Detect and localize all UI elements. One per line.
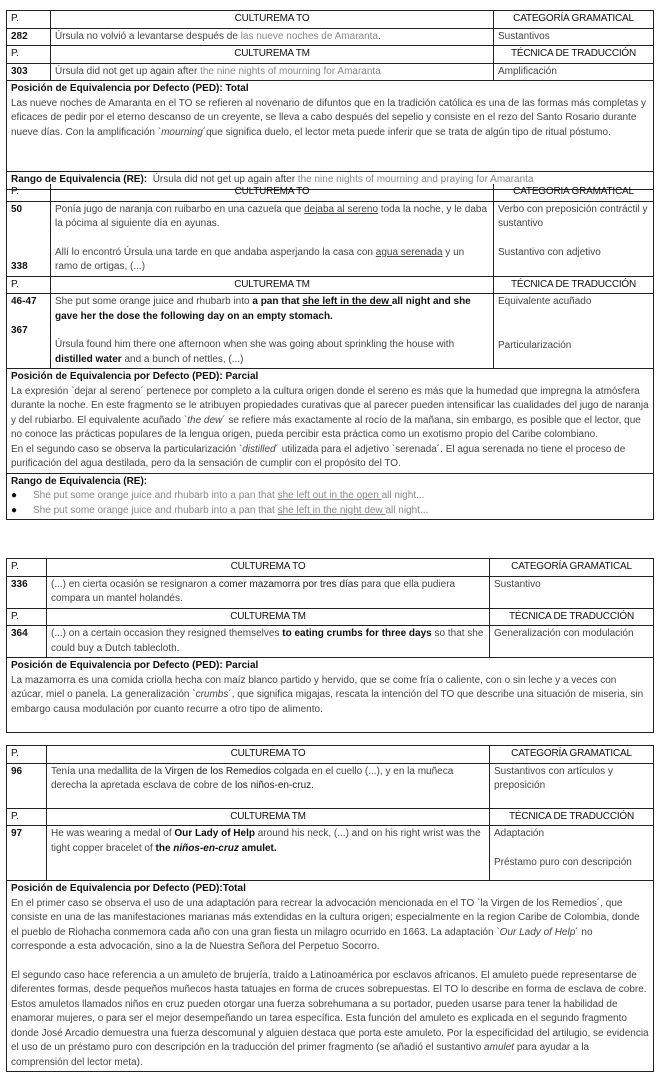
- text-segment: ´ no corresponde a esta advocación, sino a la de Nuestra Señora del Perpetuo Socorro.: [11, 926, 593, 952]
- text-segment: He was wearing a medal of: [51, 828, 175, 839]
- text-segment: so that she could buy a Dutch tablecloth.: [51, 628, 484, 654]
- header-p: P.: [7, 184, 51, 201]
- table-row: [7, 826, 654, 881]
- ped-title: [11, 82, 649, 97]
- text-segment: (...) en cierta ocasión se resignaron a: [51, 578, 219, 590]
- italic-term: the dew: [187, 414, 223, 426]
- categoria-value: Verbo con preposición contráctil y sustantivo: [498, 203, 648, 229]
- italic-term: crumbs: [195, 689, 229, 700]
- culturema-to-text: [51, 28, 494, 46]
- text-segment: ´ se refiere más exactamente al rocío de la mañana, sin embargo, es posible que el lector, que no conoce las prácticas populares de la lengua origen, pueda percibir esta práctica como un exotismo propio del Caribe colombiano.: [11, 414, 641, 440]
- highlighted-culturema: the nine nights of mourning and praying for Amaranta: [297, 174, 534, 185]
- text-line: [55, 338, 489, 367]
- text-segment: all night...: [381, 490, 425, 501]
- culturema-block-3: [6, 558, 654, 733]
- culturema-table-1: [6, 10, 654, 190]
- culturema-tm-text: [51, 294, 494, 369]
- text-segment: colgada en el cuello (...), y en la muñeca derecha la apretada esclava de cobre de: [51, 765, 454, 791]
- header-culturema-tm: CULTUREMA TM: [47, 608, 490, 626]
- ped-text: [11, 674, 649, 718]
- bold-culturema: amulet.: [238, 842, 277, 854]
- page-number: 303: [7, 63, 51, 81]
- text-segment: (...) on a certain occasion they resigned themselves: [51, 628, 283, 639]
- tecnica-value: Generalización con modulación: [490, 626, 654, 658]
- ped-cell: [7, 81, 654, 172]
- ped-title: [11, 659, 649, 674]
- ped-text: [11, 385, 649, 443]
- tecnica-value: Préstamo puro con descripción: [494, 856, 632, 868]
- underlined-culturema: she left in the dew: [302, 296, 392, 307]
- tecnica-value: Amplificación: [494, 63, 654, 81]
- text-segment: around his neck, (...) and on his right wrist was the tight copper bracelet of: [51, 828, 481, 854]
- text-segment: She put some orange juice and rhubarb into a pan that: [33, 490, 278, 501]
- header-categoria: CATEGORÍA GRAMATICAL: [490, 746, 654, 764]
- page-number: 367: [11, 324, 28, 336]
- ped-value: Parcial: [225, 371, 259, 382]
- header-culturema-to: CULTUREMA TO: [51, 11, 494, 29]
- ped-row: [7, 369, 654, 474]
- header-categoria: CATEGORIA GRAMATICAL: [494, 184, 654, 201]
- header-p: P.: [7, 11, 51, 29]
- ped-label: Posición de Equivalencia por Defecto (PED):: [11, 83, 223, 94]
- text-segment: Ponía jugo de naranja con ruibarbo en una cazuela que: [55, 203, 305, 215]
- bold-culturema: los niños-en-cruz: [235, 780, 312, 791]
- text-segment: para ayudar a la comprensión del lector meta).: [11, 1042, 590, 1068]
- bold-culturema: the: [155, 842, 174, 854]
- text-segment: En el primer caso se observa el uso de una adaptación para recrear la advocación mencionada en el TO `la Virgen de los Remedios´, que consiste en una de las manifestaciones marianas más extendidas en la cultura origen; especialmente en la region Caribe de Colombia, donde el pueblo de Riohacha conmemora cada año con una gran fiesta un milagro ocurrido en 1663. La adaptación `: [11, 897, 640, 938]
- header-culturema-to: CULTUREMA TO: [47, 559, 490, 577]
- text-segment: En el segundo caso se observa la particularización `: [11, 443, 243, 455]
- ped-cell: [7, 881, 654, 1072]
- header-p: P.: [7, 808, 47, 826]
- re-row: [7, 473, 654, 520]
- header-p: P.: [7, 46, 51, 64]
- header-culturema-to: CULTUREMA TO: [51, 184, 494, 201]
- text-segment: para que ella pudiera compara un mantel holandés.: [51, 578, 456, 604]
- list-item: [11, 489, 649, 504]
- text-segment: y un ramo de ortigas, (...): [55, 246, 465, 272]
- header-row-to: [7, 559, 654, 577]
- categoria-values: [494, 201, 654, 276]
- culturema-block-4: [6, 745, 654, 1072]
- header-tecnica: TÉCNICA DE TRADUCCIÓN: [494, 46, 654, 64]
- underlined-culturema: agua serenada: [375, 246, 443, 258]
- page-number: 46-47: [11, 296, 37, 307]
- ped-text: [11, 897, 649, 955]
- header-categoria: CATEGORÍA GRAMATICAL: [494, 11, 654, 29]
- text-segment: .: [378, 30, 381, 42]
- page-number: 336: [7, 576, 47, 608]
- culturema-tm-text: [47, 826, 490, 881]
- header-culturema-tm: CULTUREMA TM: [47, 808, 490, 826]
- header-culturema-to: CULTUREMA TO: [47, 746, 490, 764]
- underlined-culturema: she left out in the open: [277, 490, 382, 501]
- bold-culturema: a pan that: [252, 296, 303, 307]
- header-p: P.: [7, 276, 51, 294]
- tecnica-value: Adaptación: [494, 828, 545, 839]
- header-p: P.: [7, 746, 47, 764]
- page-number: 97: [7, 826, 47, 881]
- text-line: [55, 295, 489, 324]
- ped-value: Parcial: [225, 660, 259, 671]
- ped-cell: [7, 658, 654, 733]
- header-culturema-tm: CULTUREMA TM: [51, 276, 494, 294]
- culturema-block-2: [6, 184, 654, 520]
- tecnica-values: [490, 826, 654, 881]
- re-cell: [7, 473, 654, 520]
- header-p: P.: [7, 559, 47, 577]
- page-number: 364: [7, 626, 47, 658]
- re-label: Rango de Equivalencia (RE):: [11, 475, 148, 487]
- categoria-value: Sustantivos: [494, 28, 654, 46]
- header-row-to: [7, 746, 654, 764]
- text-segment: toda la noche, y le daba la pócima al siguiente día en ayunas.: [55, 203, 488, 229]
- italic-term: amulet: [484, 1042, 515, 1053]
- header-row-tm: [7, 808, 654, 826]
- ped-value: Total: [225, 83, 249, 94]
- ped-text: [11, 97, 649, 141]
- ped-cell: [7, 369, 654, 474]
- page-number: 338: [11, 261, 28, 272]
- text-segment: Tenía una medallita de la: [51, 765, 165, 777]
- italic-term: Our Lady of Help: [499, 926, 576, 938]
- text-segment: Úrsula did not get up again after: [152, 174, 298, 185]
- text-segment: Allí lo encontró Úrsula una tarde en que andaba asperjando la casa con: [55, 246, 376, 258]
- page-number: 282: [7, 28, 51, 46]
- culturema-to-text: [47, 763, 490, 808]
- text-segment: Úrsula did not get up again after: [55, 65, 201, 77]
- header-categoria: CATEGORÍA GRAMATICAL: [490, 559, 654, 577]
- tecnica-value: Particularización: [498, 339, 572, 351]
- culturema-tm-text: [47, 626, 490, 658]
- highlighted-culturema: las nueve noches de Amaranta: [240, 30, 378, 42]
- italic-term: distilled: [242, 443, 276, 455]
- underlined-culturema: dejaba al sereno: [304, 203, 379, 215]
- culturema-table-4: [6, 745, 654, 1072]
- ped-label: Posición de Equivalencia por Defecto (PED):: [11, 371, 223, 382]
- bold-culturema: Our Lady of Help: [174, 828, 255, 839]
- culturema-tm-text: [51, 63, 494, 81]
- text-segment: La mazamorra es una comida criolla hecha con maíz blanco partido y hervido, que se come fría o caliente, con o sin leche y a veces con azúcar, miel o panela. La generalización `: [11, 674, 617, 700]
- header-tecnica: TÉCNICA DE TRADUCCIÓN: [494, 276, 654, 294]
- header-row-tm: [7, 46, 654, 64]
- ped-label: Posición de Equivalencia por Defecto (PED):: [11, 660, 223, 671]
- culturema-to-text: [47, 576, 490, 608]
- table-row: [7, 763, 654, 808]
- header-culturema-tm: CULTUREMA TM: [51, 46, 494, 64]
- categoria-value: Sustantivos con artículos y preposición: [490, 763, 654, 808]
- italic-culturema: niños-en-cruz: [173, 842, 239, 854]
- bullet-icon: ●: [11, 504, 18, 516]
- table-row: [7, 576, 654, 608]
- text-segment: She put some orange juice and rhubarb into a pan that: [33, 504, 278, 516]
- table-row: [7, 294, 654, 369]
- header-tecnica: TÉCNICA DE TRADUCCIÓN: [490, 808, 654, 826]
- culturema-block-1: [6, 10, 654, 190]
- ped-text: [11, 443, 649, 472]
- ped-text: [11, 969, 649, 1071]
- text-segment: Las nueve noches de Amaranta en el TO se refieren al novenario de difuntos que en la tradición católica es una de las formas más completas y eficaces de pedir por el eterno descanso de un creyente, se lleva a cabo después del sepelio y consiste en el rezo del Santo Rosario durante nueve días. Con la amplificación `: [11, 97, 647, 138]
- header-row-to: [7, 184, 654, 201]
- re-label: Rango de Equivalencia (RE):: [11, 174, 148, 185]
- culturema-to-text: [51, 201, 494, 276]
- ped-row: [7, 658, 654, 733]
- header-row-to: [7, 11, 654, 29]
- underlined-culturema: she left in the night dew: [277, 504, 386, 516]
- culturema-table-3: [6, 558, 654, 733]
- text-segment: ´que significa duelo, el lector meta puede inferir que se trata de algún tipo de ritual póstumo.: [202, 126, 611, 138]
- tecnica-value: Equivalente acuñado: [498, 296, 592, 307]
- bullet-icon: ●: [11, 490, 18, 501]
- culturema-table-2: [6, 184, 654, 520]
- table-row: [7, 63, 654, 81]
- page-numbers: [7, 201, 51, 276]
- bold-culturema: Virgen de los Remedios: [164, 765, 271, 777]
- text-segment: and a bunch of nettles, (...): [121, 353, 244, 365]
- table-row: [7, 201, 654, 276]
- ped-title: [11, 370, 649, 385]
- table-row: [7, 626, 654, 658]
- text-line: [55, 203, 489, 232]
- list-item: [11, 504, 649, 519]
- bold-culturema: distilled water: [55, 353, 122, 365]
- text-line: [55, 246, 489, 275]
- text-segment: El segundo caso hace referencia a un amuleto de brujería, traído a Latinoamérica por esclavos africanos. El amuleto puede representarse de diferentes formas, desde pequeños muñecos hasta tatuajes en forma de cruces sobrepuestas. El TO lo describe en forma de esclava de cobre. Estos amuletos llamados niños en cruz pueden otorgar una fuerza sobrehumana a su portador, pueden usarse para tener la habilidad de enamorar mujeres, o para ser el mejor desempeñando un tarea específica. Esta función del amuleto es explicada en el segundo fragmento donde José Arcadio demuestra una fuerza descomunal y alguien destaca que porta este amuleto. Por la especificidad del artilugio, se evidencia el uso de un préstamo puro con descripción en la traducción del primer fragmento (se añadió el sustantivo: [11, 969, 649, 1053]
- ped-row: [7, 81, 654, 172]
- text-segment: all night...: [385, 504, 429, 516]
- page-numbers: [7, 294, 51, 369]
- italic-term: mourning: [161, 126, 203, 138]
- bold-culturema: comer mazamorra por tres días: [218, 578, 359, 590]
- header-row-tm: [7, 608, 654, 626]
- ped-row: [7, 881, 654, 1072]
- table-row: [7, 28, 654, 46]
- bold-culturema: all night and she gave her the dose the following day on an empty stomach.: [55, 296, 471, 322]
- text-segment: La expresión `dejar al sereno´ pertenece por completo a la cultura origen donde el sereno es más que la humedad que impregna la atmósfera durante la noche. En este fragmento se le atribuyen propiedades curativas que al parecer pueden intensificar las cualidades del jugo de naranja y del rubiarbo. El equivalente acuñado `: [11, 385, 649, 426]
- text-segment: Úrsula found him there one afternoon when she was going about sprinkling the house with: [55, 339, 455, 350]
- header-p: P.: [7, 608, 47, 626]
- categoria-value: Sustantivo: [490, 576, 654, 608]
- header-row-tm: [7, 276, 654, 294]
- tecnica-values: [494, 294, 654, 369]
- text-segment: Úrsula no volvió a levantarse después de: [55, 30, 241, 42]
- bold-culturema: to eating crumbs for three days: [282, 628, 432, 639]
- highlighted-culturema: the nine nights of mourning for Amaranta: [200, 65, 381, 77]
- page-number: 96: [7, 763, 47, 808]
- categoria-value: Sustantivo con adjetivo: [498, 246, 601, 258]
- text-segment: ´ utilizada para el adjetivo `serenada´. El agua serenada no tiene el proceso de purificación del agua destilada, pero da la sensación de cumplir con el propósito del TO.: [11, 443, 626, 469]
- text-segment: She put some orange juice and rhubarb into: [55, 296, 253, 307]
- text-segment: ´, que significa migajas, rescata la intención del TO que describe una situación de miseria, sin embargo causa modulación por cuanto recurre a otro tipo de alimento.: [11, 689, 644, 715]
- header-tecnica: TÉCNICA DE TRADUCCIÓN: [490, 608, 654, 626]
- ped-title: Posición de Equivalencia por Defecto (PED):Total: [11, 883, 246, 894]
- text-segment: .: [311, 780, 314, 791]
- page-number: 50: [11, 203, 23, 215]
